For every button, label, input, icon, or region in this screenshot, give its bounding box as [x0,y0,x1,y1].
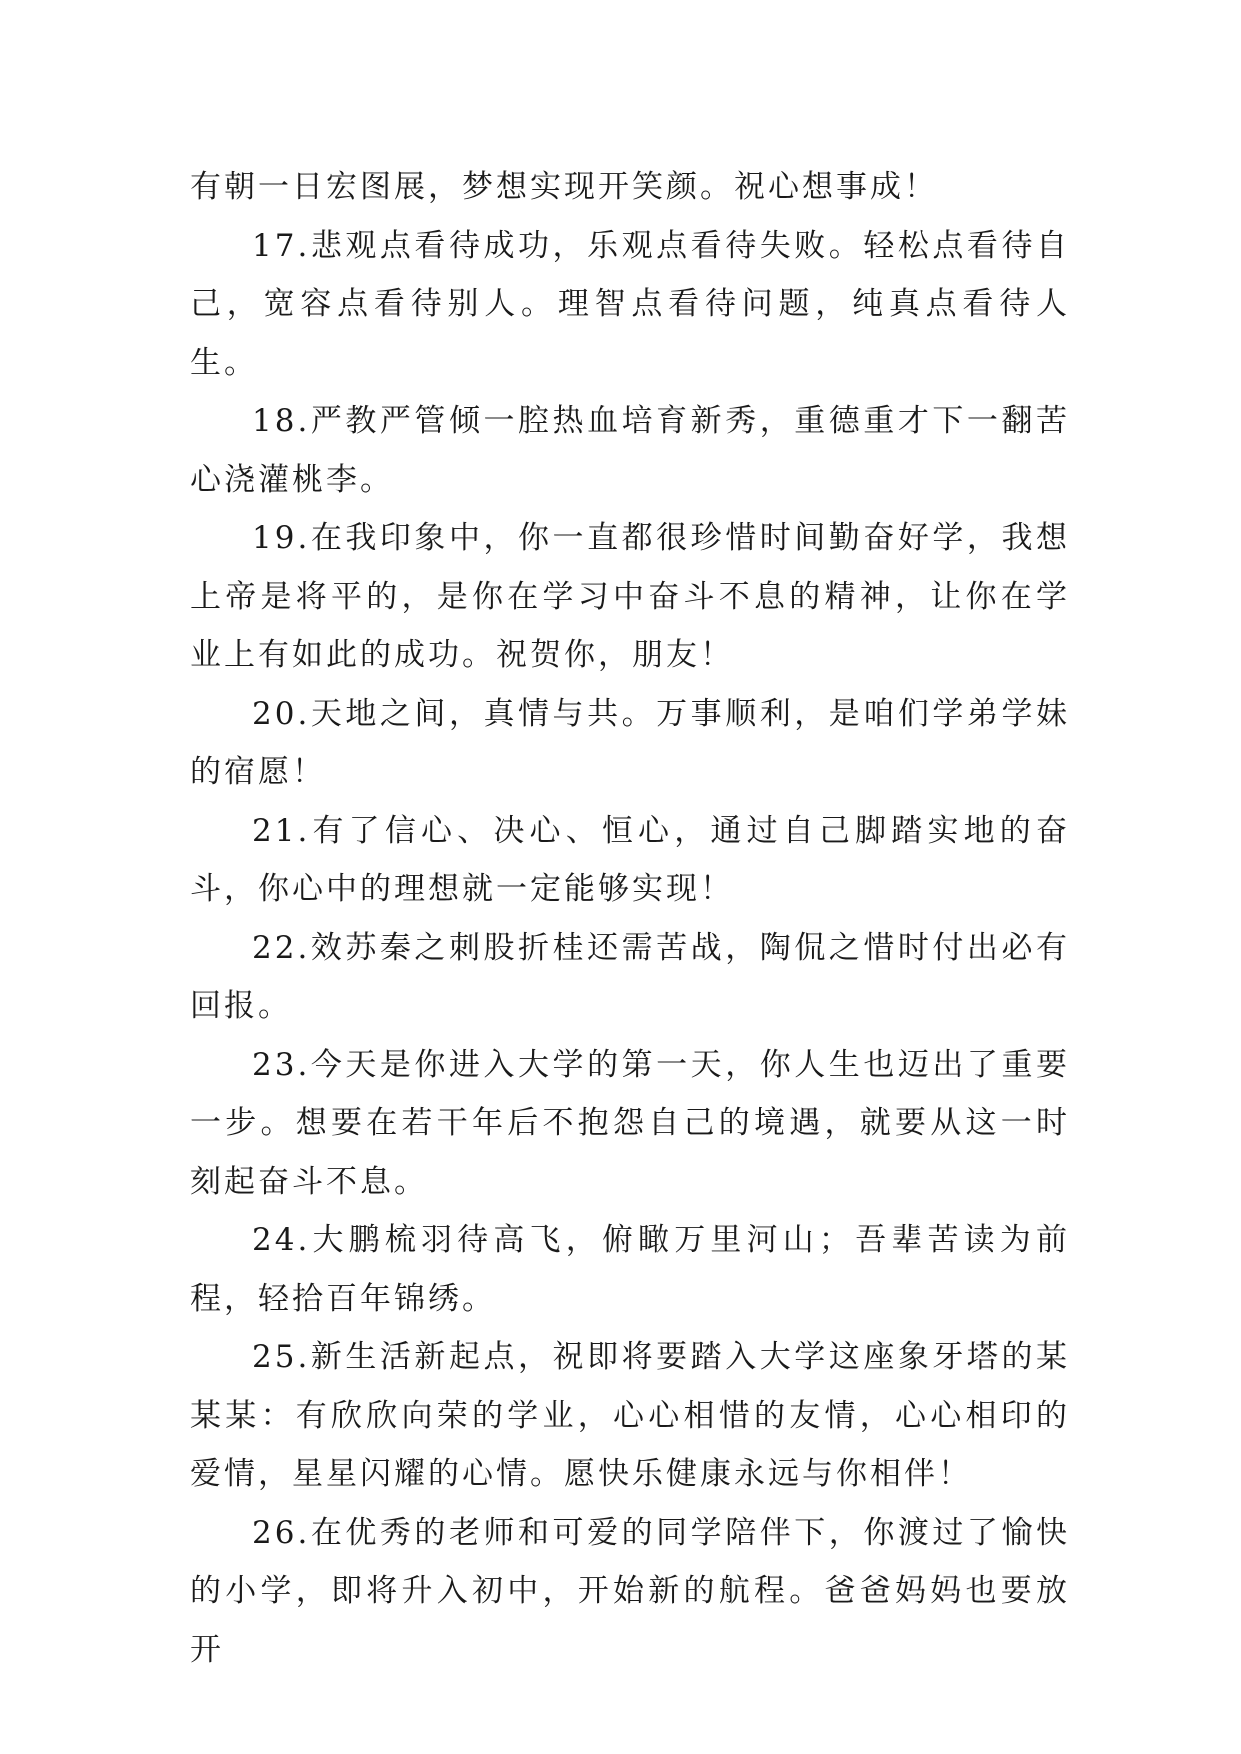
paragraph-17: 17.悲观点看待成功，乐观点看待失败。轻松点看待自己，宽容点看待别人。理智点看待问题，纯真点看待人生。 [190,227,1070,381]
paragraph-continuation: 有朝一日宏图展，梦想实现开笑颜。祝心想事成！ [190,169,938,205]
paragraph-22: 22.效苏秦之刺股折桂还需苦战，陶侃之惜时付出必有回报。 [190,929,1070,1024]
paragraph-25: 25.新生活新起点，祝即将要踏入大学这座象牙塔的某某某：有欣欣向荣的学业，心心相惜的友情，心心相印的爱情，星星闪耀的心情。愿快乐健康永远与你相伴！ [190,1339,1070,1492]
paragraph-20: 20.天地之间，真情与共。万事顺利，是咱们学弟学妹的宿愿！ [190,695,1070,790]
paragraph-24: 24.大鹏梳羽待高飞，俯瞰万里河山；吾辈苦读为前程，轻拾百年锦绣。 [190,1222,1070,1317]
document-body [190,158,1070,1679]
paragraph-18: 18.严教严管倾一腔热血培育新秀，重德重才下一翻苦心浇灌桃李。 [190,403,1070,498]
paragraph-19: 19.在我印象中，你一直都很珍惜时间勤奋好学，我想上帝是将平的，是你在学习中奋斗不息的精神，让你在学业上有如此的成功。祝贺你，朋友！ [190,520,1070,673]
paragraph-23: 23.今天是你进入大学的第一天，你人生也迈出了重要一步。想要在若干年后不抱怨自己的境遇，就要从这一时刻起奋斗不息。 [190,1046,1070,1200]
paragraph-21: 21.有了信心、决心、恒心，通过自己脚踏实地的奋斗，你心中的理想就一定能够实现！ [190,812,1070,907]
paragraph-26: 26.在优秀的老师和可爱的同学陪伴下，你渡过了愉快的小学，即将升入初中，开始新的航程。爸爸妈妈也要放开 [190,1514,1070,1668]
